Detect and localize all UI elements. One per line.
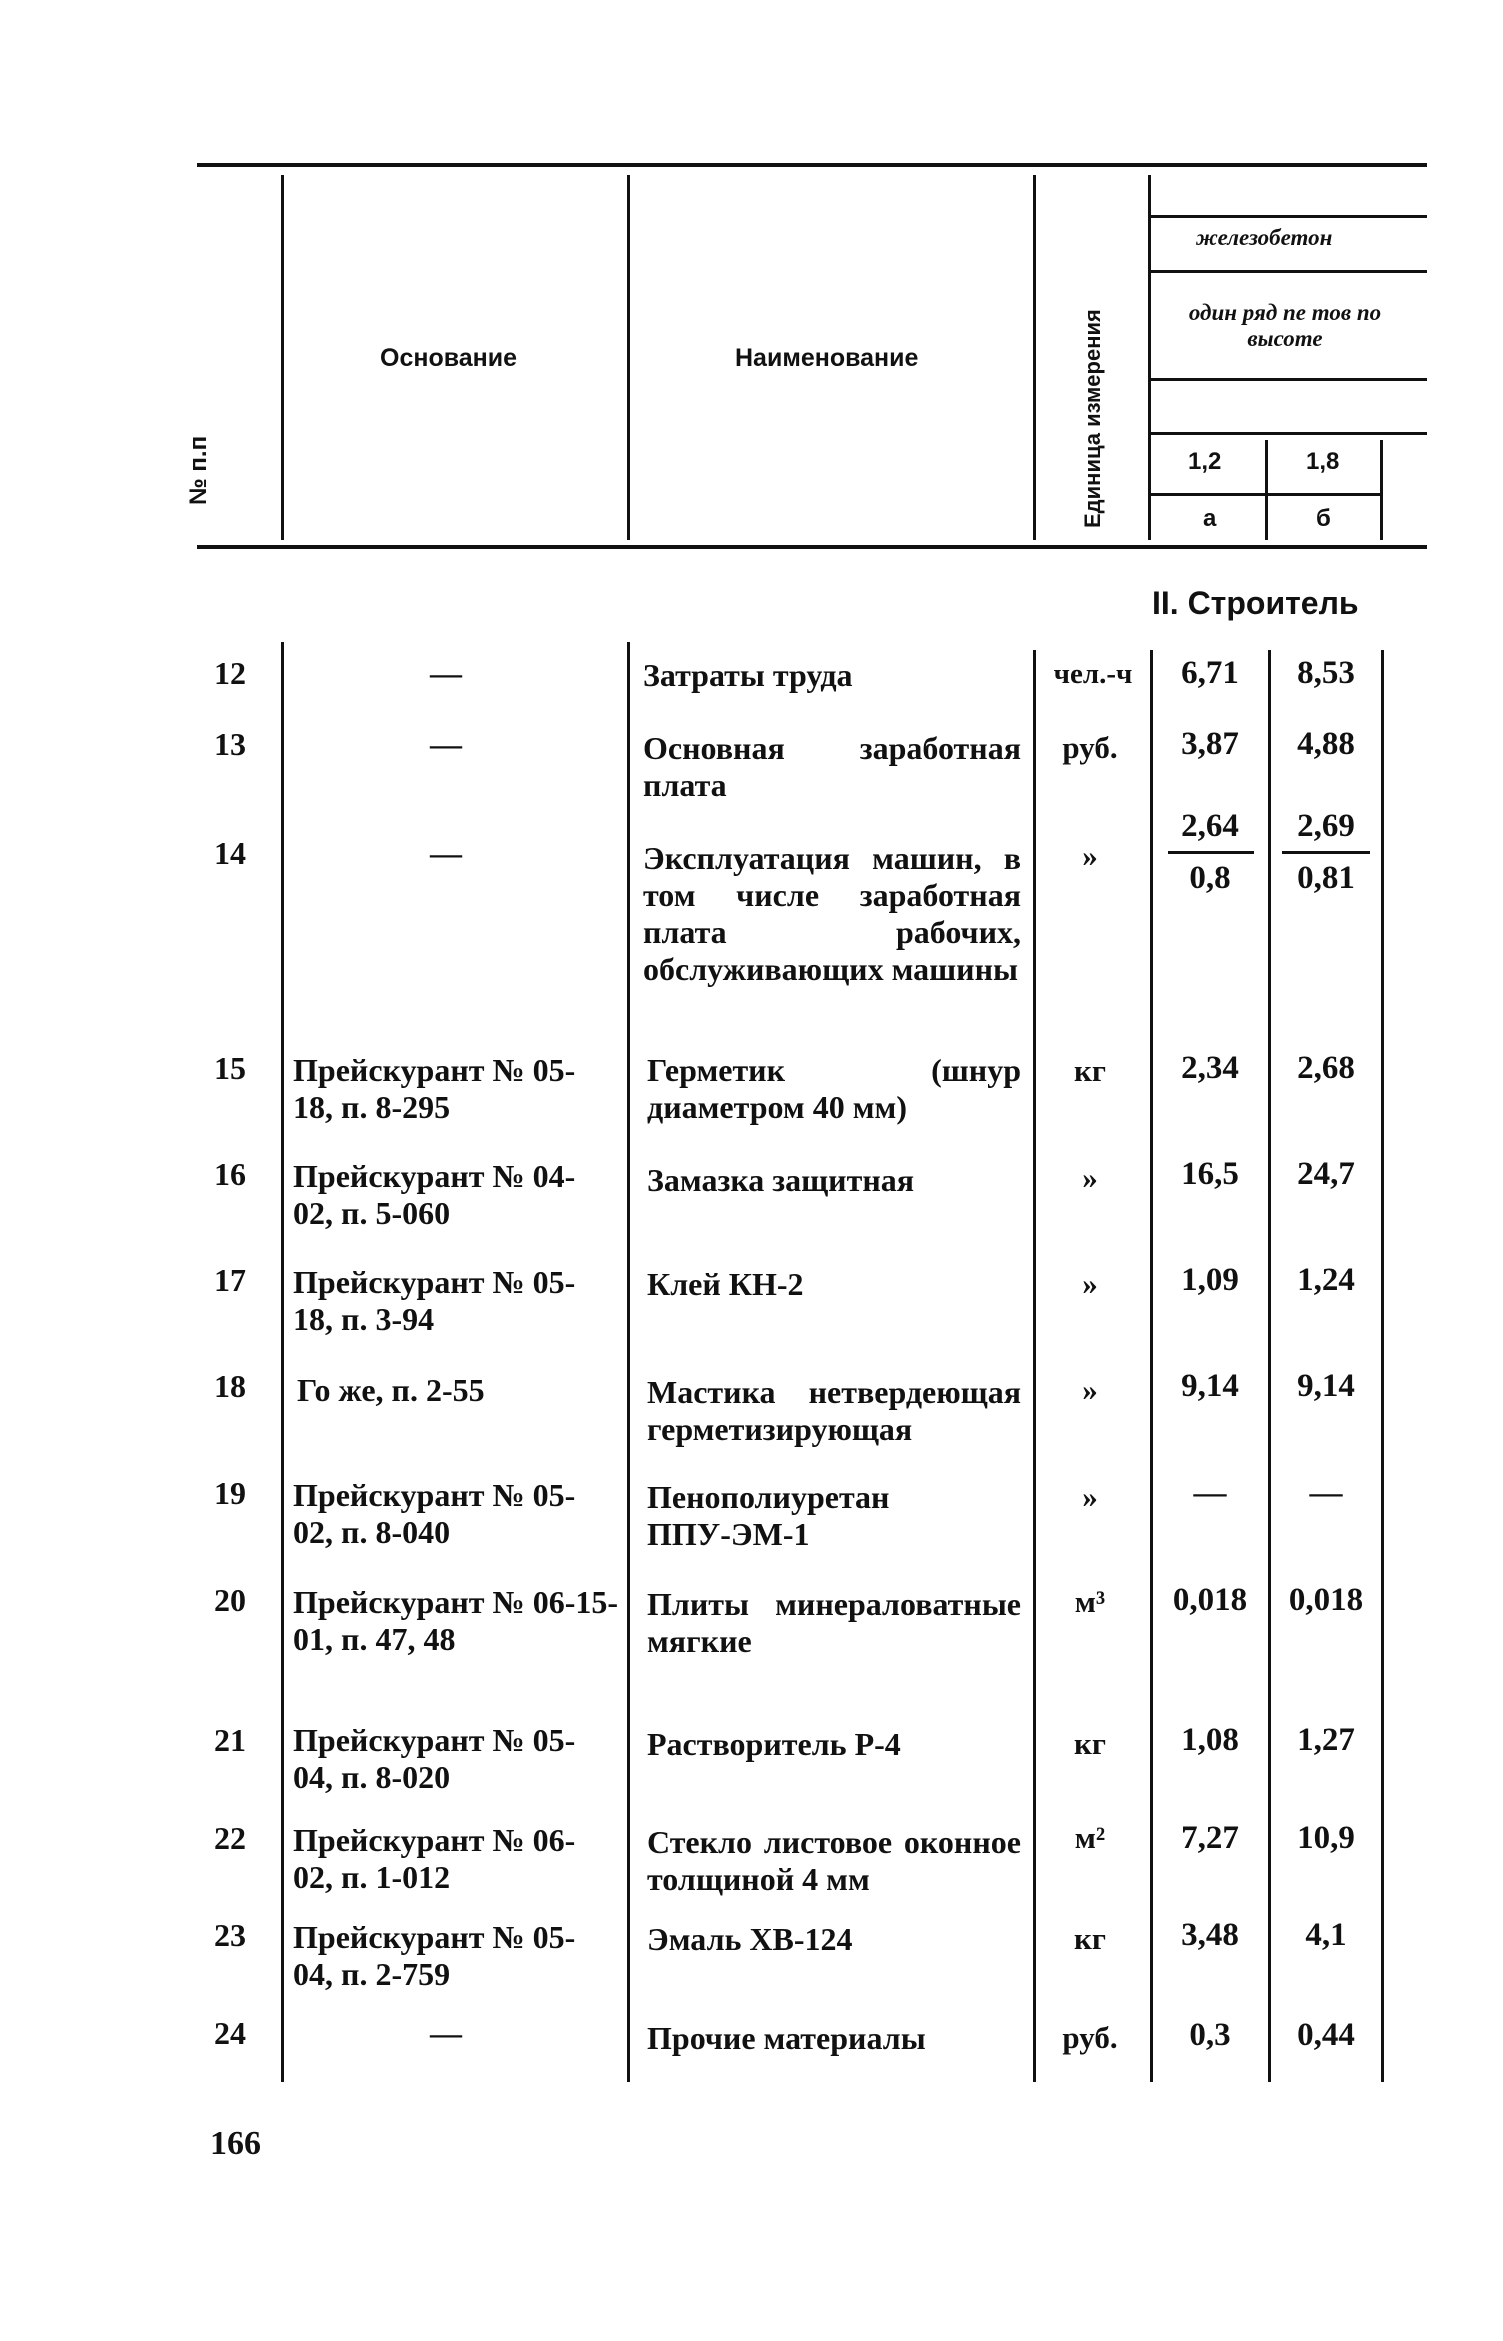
header-group: железобетон [1196, 225, 1333, 250]
row-number: 23 [214, 1917, 246, 1953]
row-number: 14 [214, 835, 246, 871]
row-number: 13 [214, 726, 246, 762]
row-basis: Прейскурант № 05-18, п. 8-295 [293, 1052, 576, 1125]
row-basis: — [430, 2015, 462, 2051]
row-basis: — [430, 835, 462, 871]
row-unit: м² [1074, 1820, 1106, 1855]
body-sep-2 [627, 642, 630, 2082]
header-unit: Единица измерения [1080, 309, 1105, 528]
row-number: 15 [214, 1050, 246, 1086]
row-name: Эксплуатация машин, в том числе заработная плата рабочих, обслуживающих машины [643, 840, 1021, 987]
row-number: 20 [214, 1582, 246, 1618]
row-unit: кг [1074, 1053, 1106, 1088]
row-value-b: 0,018 [1288, 1582, 1364, 1618]
row-value-b: 9,14 [1297, 1368, 1355, 1404]
row-unit: руб. [1062, 730, 1118, 765]
header-rule-group-top [1150, 215, 1427, 218]
fraction-bar-b [1282, 851, 1370, 854]
body-sep-5 [1268, 650, 1271, 2082]
header-subgroup: один ряд пе тов по высоте [1188, 300, 1382, 351]
row-unit: чел.-ч [1053, 658, 1133, 690]
row-value-a-denominator: 0,8 [1189, 860, 1231, 896]
header-sep-5 [1265, 440, 1268, 540]
row-number: 24 [214, 2015, 246, 2051]
row-value-a: 7,27 [1181, 1820, 1239, 1856]
row-number: 22 [214, 1820, 246, 1856]
row-value-b: 4,88 [1297, 726, 1355, 762]
row-value-b: 10,9 [1297, 1820, 1355, 1856]
header-name: Наименование [735, 344, 919, 372]
row-name: Плиты минераловатные мягкие [647, 1586, 1021, 1659]
row-name: Мастика нетвердеющая герметизирующая [647, 1374, 1021, 1447]
row-value-b: 24,7 [1297, 1156, 1355, 1192]
header-bottom-rule [197, 545, 1427, 549]
row-number: 21 [214, 1722, 246, 1758]
row-value-b: — [1309, 1475, 1343, 1511]
row-value-a: 2,34 [1181, 1050, 1239, 1086]
row-basis: Прейскурант № 06-02, п. 1-012 [293, 1822, 576, 1895]
header-num: № п.п [185, 435, 212, 505]
row-name: Основная заработная плата [643, 730, 1021, 803]
row-unit: » [1082, 1479, 1098, 1514]
body-sep-6 [1381, 650, 1384, 2082]
row-value-b: 8,53 [1297, 655, 1355, 691]
row-number: 17 [214, 1262, 246, 1298]
row-basis: Прейскурант № 06-15-01, п. 47, 48 [293, 1584, 618, 1657]
row-value-a: 3,87 [1181, 726, 1239, 762]
row-value-a: — [1193, 1475, 1227, 1511]
row-name: Замазка защитная [647, 1162, 915, 1198]
row-basis: Прейскурант № 05-18, п. 3-94 [293, 1264, 576, 1337]
header-rule-sub-bottom [1150, 378, 1427, 381]
row-basis: — [430, 726, 462, 762]
row-name: Эмаль ХВ-124 [647, 1921, 853, 1957]
section-title: II. Строитель [1152, 585, 1359, 621]
row-basis: Прейскурант № 05-02, п. 8-040 [293, 1477, 576, 1550]
row-name: Герметик (шнур диаметром 40 мм) [647, 1052, 1021, 1125]
row-value-a-numerator: 2,64 [1181, 808, 1239, 844]
row-value-b: 2,68 [1297, 1050, 1355, 1086]
row-number: 16 [214, 1156, 246, 1192]
row-name: Затраты труда [643, 657, 853, 693]
row-value-b: 1,27 [1297, 1722, 1355, 1758]
row-value-a: 6,71 [1181, 655, 1239, 691]
row-value-b: 4,1 [1305, 1917, 1347, 1953]
row-unit: кг [1074, 1726, 1106, 1761]
row-basis: Прейскурант № 04-02, п. 5-060 [293, 1158, 576, 1231]
row-value-a: 16,5 [1181, 1156, 1239, 1192]
row-name: Пенополиуретан ППУ-ЭМ-1 [647, 1479, 890, 1552]
row-basis: Прейскурант № 05-04, п. 2-759 [293, 1919, 576, 1992]
header-b-value: 1,8 [1306, 448, 1340, 475]
row-unit: » [1082, 1372, 1098, 1407]
row-unit: » [1082, 1160, 1098, 1195]
row-number: 19 [214, 1475, 246, 1511]
row-basis: — [430, 655, 462, 691]
row-unit: руб. [1062, 2020, 1118, 2055]
header-sep-3 [1033, 175, 1036, 540]
header-b-letter: б [1316, 505, 1331, 532]
row-name: Стекло листовое оконное толщиной 4 мм [647, 1824, 1021, 1897]
header-sep-1 [281, 175, 284, 540]
header-basis: Основание [380, 344, 518, 372]
row-value-b-numerator: 2,69 [1297, 808, 1355, 844]
row-number: 12 [214, 655, 246, 691]
row-value-b: 1,24 [1297, 1262, 1355, 1298]
header-a-value: 1,2 [1188, 448, 1222, 475]
header-a-letter: а [1203, 505, 1217, 532]
fraction-bar-a [1168, 851, 1254, 854]
row-value-a: 9,14 [1181, 1368, 1239, 1404]
header-sep-6 [1380, 440, 1383, 540]
page-number: 166 [210, 2125, 261, 2162]
row-unit: м³ [1074, 1584, 1106, 1619]
header-top-rule [197, 163, 1427, 167]
header-sep-4 [1148, 175, 1151, 540]
row-value-a: 0,3 [1189, 2017, 1231, 2053]
row-unit: кг [1074, 1921, 1106, 1956]
row-name: Растворитель Р-4 [647, 1726, 901, 1762]
row-name: Клей КН-2 [647, 1266, 804, 1302]
header-rule-group-bottom [1150, 270, 1427, 273]
row-value-a: 1,09 [1181, 1262, 1239, 1298]
row-value-a: 1,08 [1181, 1722, 1239, 1758]
row-value-b: 0,44 [1297, 2017, 1355, 2053]
row-unit: » [1082, 1266, 1098, 1301]
row-unit: » [1082, 838, 1098, 873]
row-basis: Прейскурант № 05-04, п. 8-020 [293, 1722, 576, 1795]
row-number: 18 [214, 1368, 246, 1404]
header-rule-letters-top [1150, 493, 1382, 496]
row-value-b-denominator: 0,81 [1297, 860, 1355, 896]
header-sep-2 [627, 175, 630, 540]
header-rule-values-top [1150, 432, 1427, 435]
row-name: Прочие материалы [647, 2020, 926, 2056]
body-sep-4 [1150, 650, 1153, 2082]
row-value-a: 0,018 [1172, 1582, 1248, 1618]
row-value-a: 3,48 [1181, 1917, 1239, 1953]
row-basis: Го же, п. 2-55 [297, 1372, 485, 1408]
body-sep-1 [281, 642, 284, 2082]
